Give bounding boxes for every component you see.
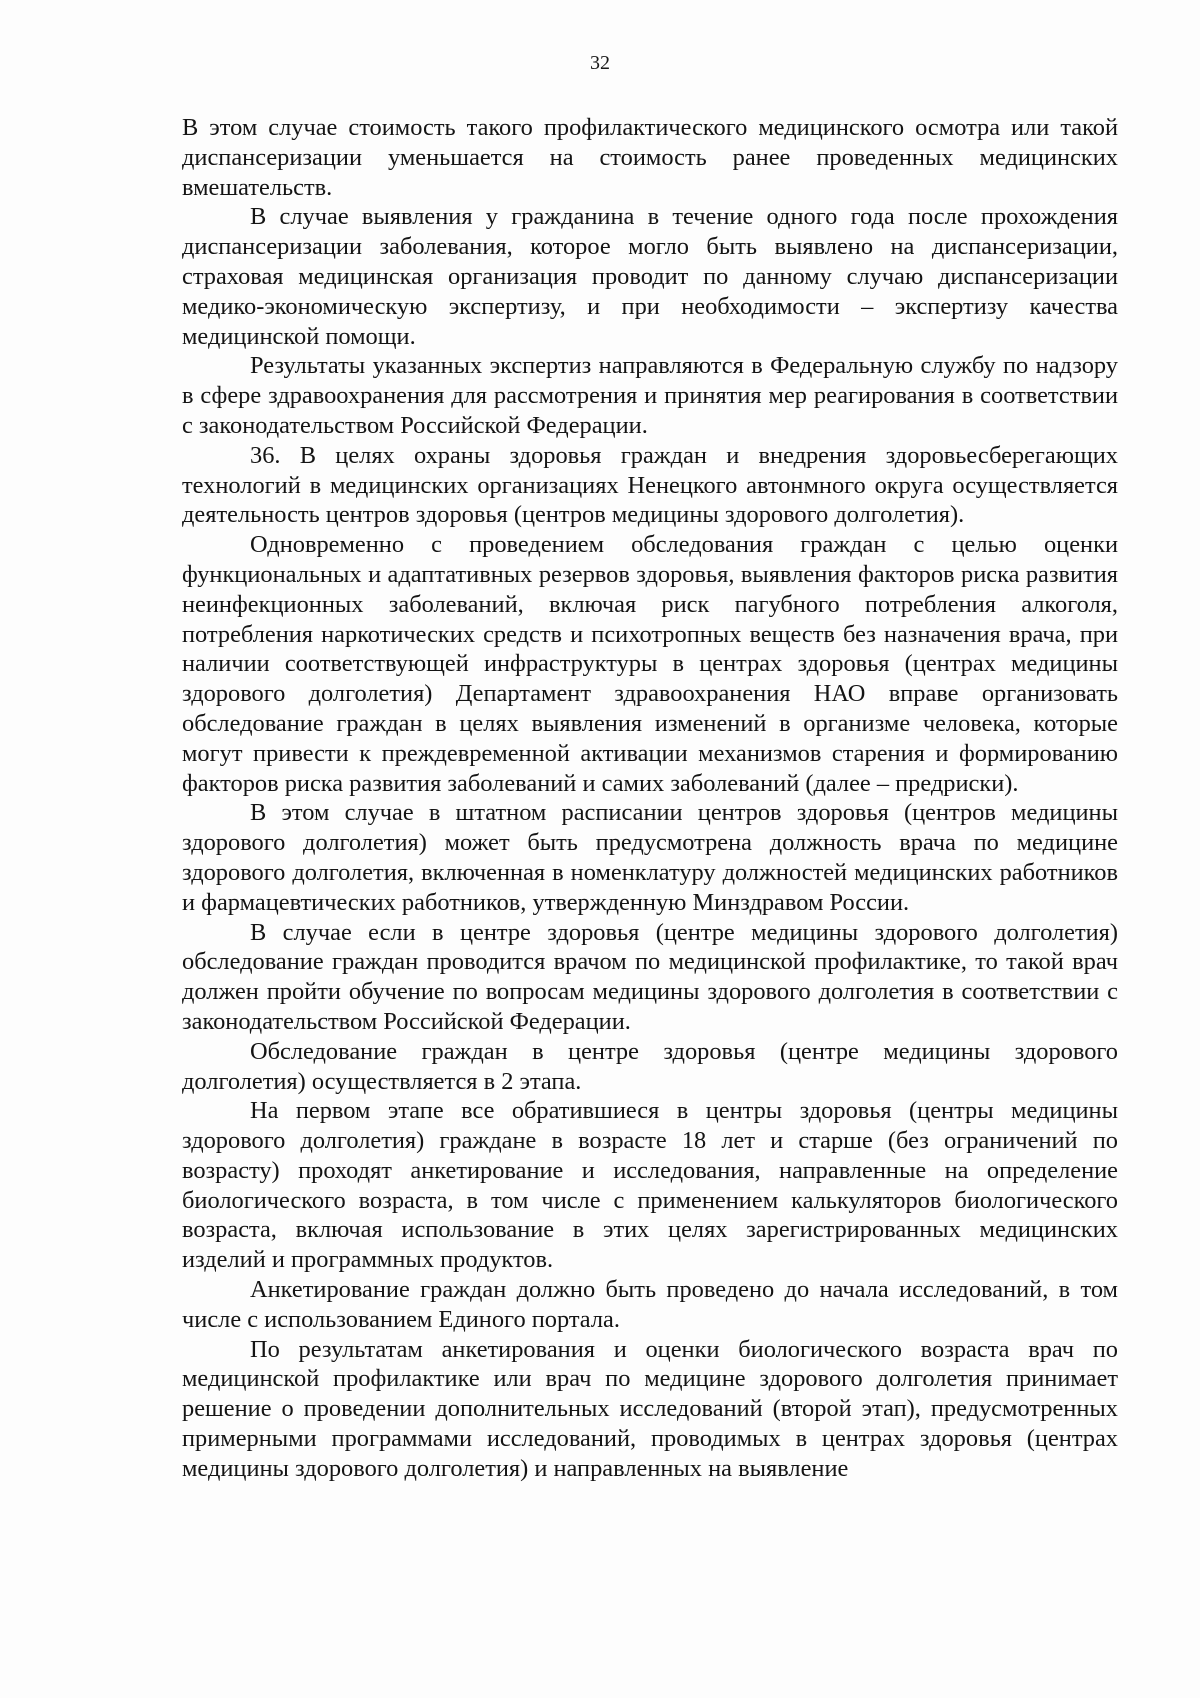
paragraph-8: Обследование граждан в центре здоровья (центре медицины здорового долголетия) осуществляется в 2 этапа. [182,1037,1118,1095]
paragraph-2: В случае выявления у гражданина в течение одного года после прохождения диспансеризации заболевания, которое могло быть выявлено на диспансеризации, страховая медицинская организация проводит по данному случаю диспансеризации медико-экономическую экспертизу, и при необходимости – экспертизу качества медицинской помощи. [182,203,1118,350]
paragraph-5: Одновременно с проведением обследования граждан с целью оценки функциональных и адаптативных резервов здоровья, выявления факторов риска развития неинфекционных заболеваний, включая риск пагубного потребления алкоголя, потребления наркотических средств и психотропных веществ без назначения врача, при наличии соответствующей инфраструктуры в центрах здоровья (центрах медицины здорового долголетия) Департамент здравоохранения НАО вправе организовать обследование граждан в целях выявления изменений в организме человека, которые могут привести к преждевременной активации механизмов старения и формированию факторов риска развития заболеваний и самих заболеваний (далее – предриски). [182,531,1118,797]
paragraph-3: Результаты указанных экспертиз направляются в Федеральную службу по надзору в сфере здравоохранения для рассмотрения и принятия мер реагирования в соответствии с законодательством Российской Федерации. [182,352,1118,439]
paragraph-11: По результатам анкетирования и оценки биологического возраста врач по медицинской профилактике или врач по медицине здорового долголетия принимает решение о проведении дополнительных исследований (второй этап), предусмотренных примерными программами исследований, проводимых в центрах здоровья (центрах медицины здорового долголетия) и направленных на выявление [182,1335,1118,1482]
page-number: 32 [590,52,610,74]
paragraph-1: В этом случае стоимость такого профилактического медицинского осмотра или такой диспансеризации уменьшается на стоимость ранее проведенных медицинских вмешательств. [182,114,1118,201]
paragraph-7: В случае если в центре здоровья (центре медицины здорового долголетия) обследование граждан проводится врачом по медицинской профилактике, то такой врач должен пройти обучение по вопросам медицины здорового долголетия в соответствии с законодательством Российской Федерации. [182,918,1118,1035]
paragraph-9: На первом этапе все обратившиеся в центры здоровья (центры медицины здорового долголетия) граждане в возрасте 18 лет и старше (без ограничений по возрасту) проходят анкетирование и исследования, направленные на определение биологического возраста, в том числе с применением калькуляторов биологического возраста, включая использование в этих целях зарегистрированных медицинских изделий и программных продуктов. [182,1097,1118,1274]
paragraph-10: Анкетирование граждан должно быть проведено до начала исследований, в том числе с использованием Единого портала. [182,1276,1118,1333]
document-body [182,113,1118,1484]
paragraph-6: В этом случае в штатном расписании центров здоровья (центров медицины здорового долголетия) может быть предусмотрена должность врача по медицине здорового долголетия, включенная в номенклатуру должностей медицинских работников и фармацевтических работников, утвержденную Минздравом России. [182,799,1118,916]
paragraph-4: 36. В целях охраны здоровья граждан и внедрения здоровьесберегающих технологий в медицинских организациях Ненецкого автонмного округа осуществляется деятельность центров здоровья (центров медицины здорового долголетия). [182,441,1118,529]
